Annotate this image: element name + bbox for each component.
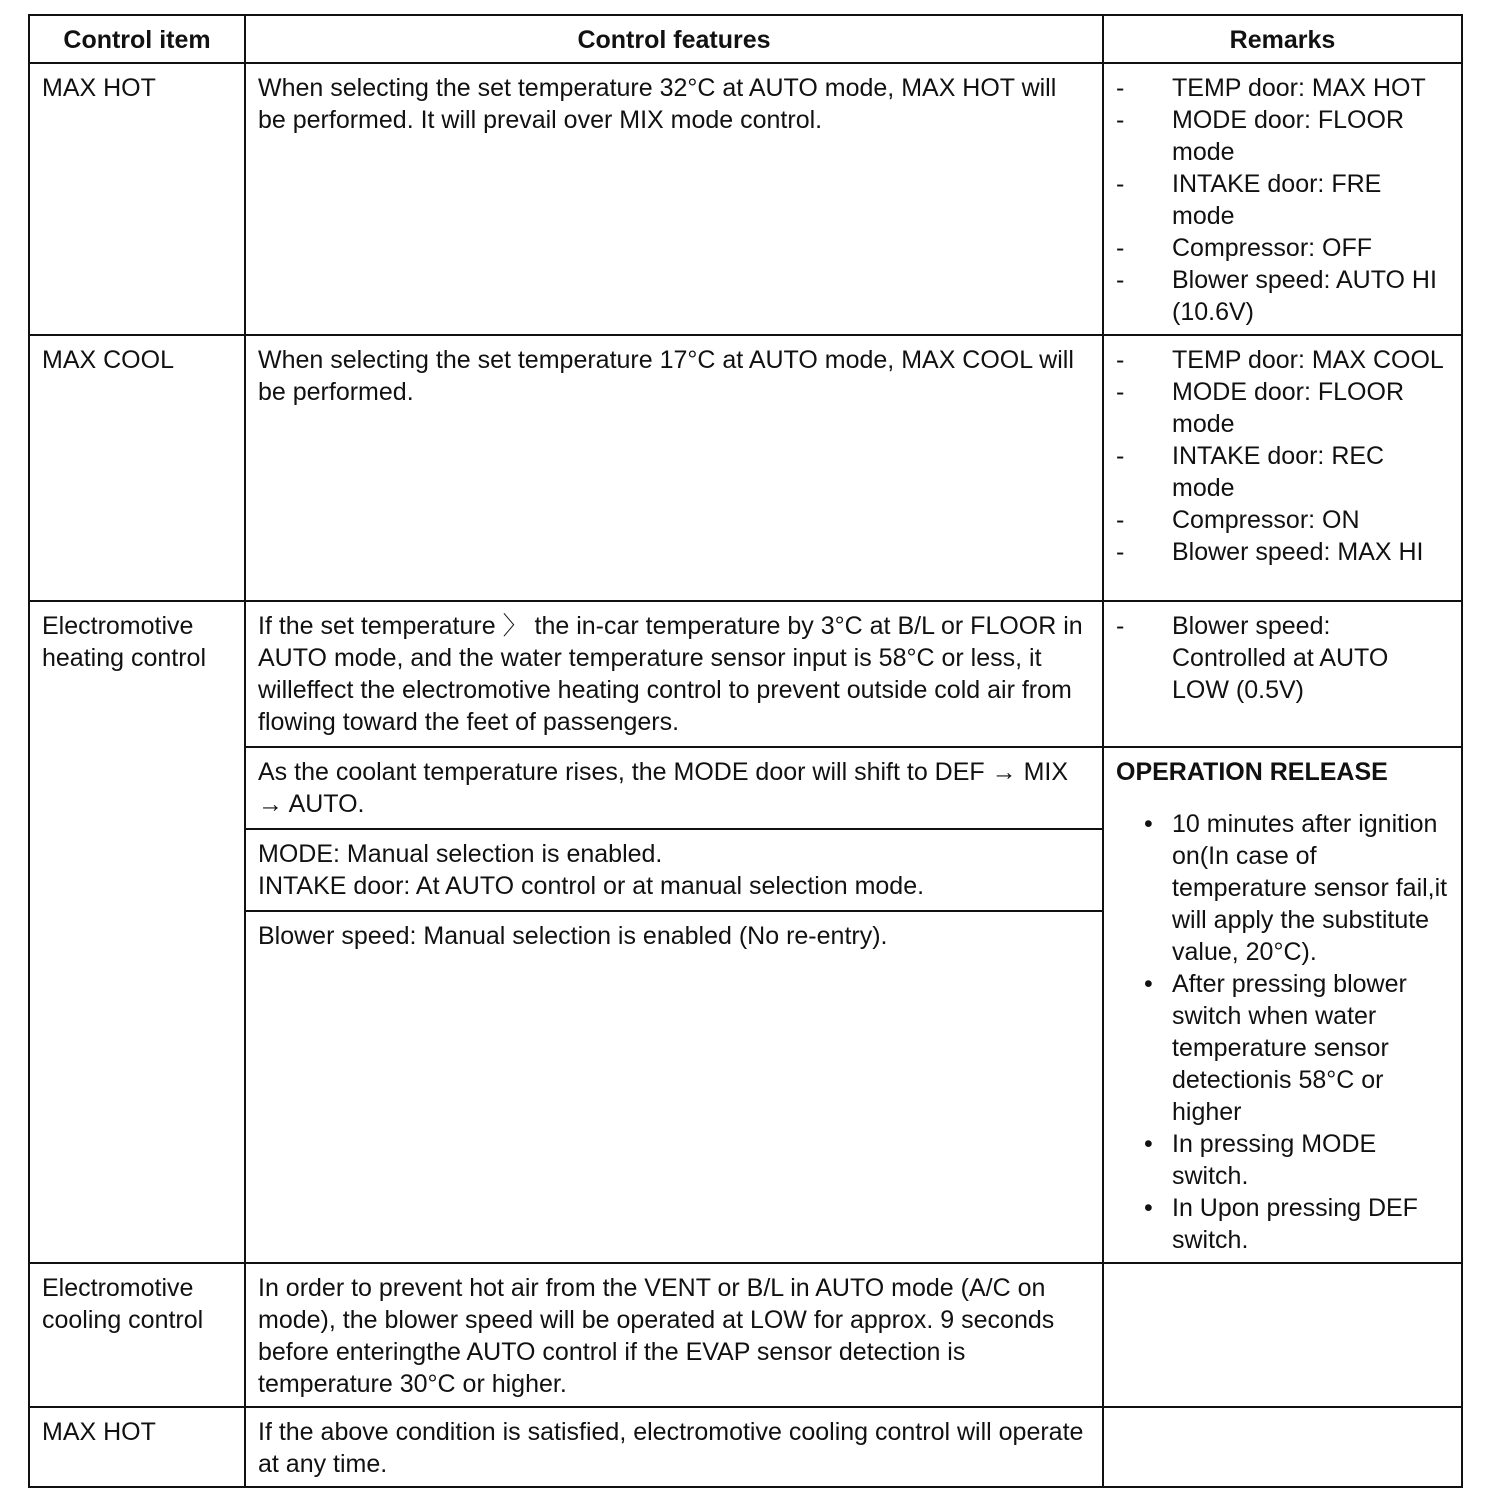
remark-item: - Blower speed: MAX HI [1116,536,1449,568]
remark-item: - INTAKE door: REC mode [1116,440,1449,504]
control-item-cell: Electromotive cooling control [29,1263,245,1407]
header-control-features: Control features [245,15,1103,63]
features-line: INTAKE door: At AUTO control or at manual selection mode. [258,872,925,901]
remark-item: - TEMP door: MAX COOL [1116,344,1449,376]
control-features-cell: As the coolant temperature rises, the MODE door will shift to DEF → MIX → AUTO. [245,747,1103,829]
control-features-cell: If the above condition is satisfied, electromotive cooling control will operate at any time. [245,1407,1103,1487]
remarks-list [1116,72,1449,328]
release-item: • In pressing MODE switch. [1116,1128,1449,1192]
remark-item: - Compressor: OFF [1116,232,1449,264]
control-item-cell: Electromotive heating control [29,601,245,1263]
control-item-cell: MAX HOT [29,1407,245,1487]
remarks-list [1116,610,1449,706]
control-item-cell: MAX HOT [29,63,245,335]
remark-item: - TEMP door: MAX HOT [1116,72,1449,104]
control-features-cell: If the set temperature 〉 the in-car temperature by 3°C at B/L or FLOOR in AUTO mode, and the water temperature sensor input is 58°C or less, it willeffect the electromotive heating control to prevent outside cold air from flowing toward the feet of passengers. [245,601,1103,747]
table-row [29,1407,1462,1487]
remark-item: - Compressor: ON [1116,504,1449,536]
release-item: • After pressing blower switch when water temperature sensor detectionis 58°C or higher [1116,968,1449,1128]
features-line: MODE: Manual selection is enabled. [258,840,663,869]
remark-item: - MODE door: FLOOR mode [1116,376,1449,440]
remark-item: - Blower speed: Controlled at AUTO LOW (0.5V) [1116,610,1449,706]
operation-release-list [1116,808,1449,1256]
table-row [29,601,1462,747]
operation-release-cell [1103,747,1462,1263]
release-item: • 10 minutes after ignition on(In case of temperature sensor fail,it will apply the substitute value, 20°C). [1116,808,1449,968]
remarks-cell [1103,1407,1462,1487]
control-table-document [28,14,1459,1488]
control-features-cell: In order to prevent hot air from the VENT or B/L in AUTO mode (A/C on mode), the blower speed will be operated at LOW for approx. 9 seconds before enteringthe AUTO control if the EVAP sensor detection is temperature 30°C or higher. [245,1263,1103,1407]
control-features-cell: Blower speed: Manual selection is enabled (No re-entry). [245,911,1103,1263]
control-item-cell: MAX COOL [29,335,245,601]
control-features-cell: When selecting the set temperature 32°C at AUTO mode, MAX HOT will be performed. It will prevail over MIX mode control. [245,63,1103,335]
header-remarks: Remarks [1103,15,1462,63]
control-features-cell: When selecting the set temperature 17°C at AUTO mode, MAX COOL will be performed. [245,335,1103,601]
remark-item: - INTAKE door: FRE mode [1116,168,1449,232]
operation-release-title: OPERATION RELEASE [1116,758,1388,786]
table-row [29,335,1462,601]
table-row [29,63,1462,335]
remarks-list [1116,344,1449,568]
remarks-cell [1103,335,1462,601]
table-header-row [29,15,1462,63]
release-item: • In Upon pressing DEF switch. [1116,1192,1449,1256]
header-control-item: Control item [29,15,245,63]
remarks-cell [1103,63,1462,335]
table-row [29,1263,1462,1407]
remarks-cell [1103,1263,1462,1407]
remarks-cell [1103,601,1462,747]
control-table [28,14,1463,1488]
remark-item: - MODE door: FLOOR mode [1116,104,1449,168]
control-features-cell [245,829,1103,911]
remark-item: - Blower speed: AUTO HI (10.6V) [1116,264,1449,328]
